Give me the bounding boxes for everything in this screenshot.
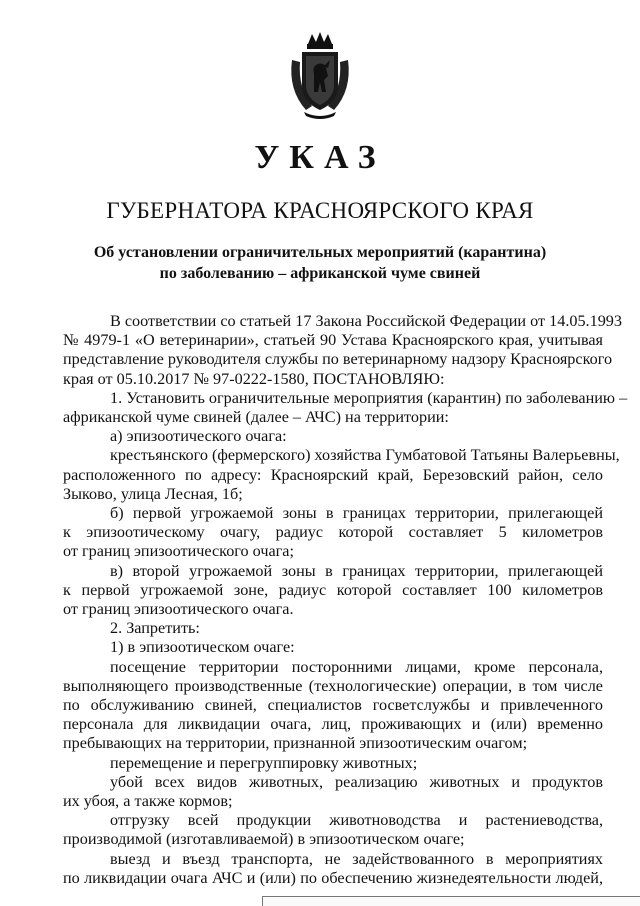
body-line: в) второй угрожаемой зоны в границах территории, прилегающей [110, 561, 603, 580]
body-line: края от 05.10.2017 № 97-0222-1580, ПОСТАНОВЛЯЮ: [63, 369, 445, 388]
body-line: к первой угрожаемой зоне, радиус которой составляет 100 километров [63, 580, 603, 599]
body-line: посещение территории посторонними лицами, кроме персонала, [110, 657, 603, 676]
body-line: от границ эпизоотического очага; [63, 542, 294, 561]
body-line: отгрузку всей продукции животноводства и растениеводства, [110, 811, 603, 830]
body-line: б) первой угрожаемой зоны в границах территории, прилегающей [110, 504, 603, 523]
body-line: В соответствии со статьей 17 Закона Российской Федерации от 14.05.1993 [110, 312, 622, 330]
body-line: представление руководителя службы по ветеринарному надзору Красноярского [63, 350, 613, 369]
document-subtitle: ГУБЕРНАТОРА КРАСНОЯРСКОГО КРАЯ [106, 198, 534, 223]
body-line: крестьянского (фермерского) хозяйства Гумбатовой Татьяны Валерьевны, [110, 446, 620, 465]
body-line: выезд и въезд транспорта, не задействованного в мероприятиях [110, 849, 603, 868]
body-line: пребывающих на территории, признанной эпизоотическим очагом; [63, 734, 528, 753]
body-line: африканской чуме свиней (далее – АЧС) на территории: [63, 408, 449, 427]
document-title: УКАЗ [254, 139, 386, 176]
body-line: от границ эпизоотического очага. [63, 600, 294, 619]
body-line: расположенного по адресу: Красноярский край, Березовский район, село [63, 465, 603, 484]
document-heading [60, 242, 580, 284]
body-line: персонала для ликвидации очага, лиц, проживающих и (или) временно [63, 715, 603, 734]
body-line: по обслуживанию свиней, специалистов госветслужбы и привлеченного [63, 696, 603, 715]
body-line: убой всех видов животных, реализацию животных и продуктов [110, 772, 603, 791]
body-line: перемещение и перегруппировку животных; [110, 753, 418, 772]
document-body [63, 312, 628, 888]
body-line: 2. Запретить: [110, 619, 200, 638]
body-line: 1) в эпизоотическом очаге: [110, 638, 295, 657]
heading-line: по заболеванию – африканской чуме свиней [159, 265, 481, 282]
body-line: Зыково, улица Лесная, 1б; [63, 484, 243, 503]
body-line: к эпизоотическому очагу, радиус которой составляет 5 километров [63, 523, 603, 542]
body-line: производимой (изготавливаемой) в эпизоотическом очаге; [63, 830, 465, 849]
body-line: выполняющего производственные (технологические) операции, в том числе [63, 676, 603, 695]
coat-of-arms-icon [286, 30, 354, 120]
body-line: № 4979-1 «О ветеринарии», статьей 90 Устава Красноярского края, учитывая [63, 331, 603, 350]
body-line: а) эпизоотического очага: [110, 427, 287, 446]
body-line: их убоя, а также кормов; [63, 792, 233, 811]
body-line: 1. Установить ограничительные мероприятия (карантин) по заболеванию – [110, 388, 628, 407]
heading-line: Об установлении ограничительных мероприятий (карантина) [93, 244, 547, 261]
body-line: по ликвидации очага АЧС и (или) по обеспечению жизнедеятельности людей, [63, 868, 603, 887]
